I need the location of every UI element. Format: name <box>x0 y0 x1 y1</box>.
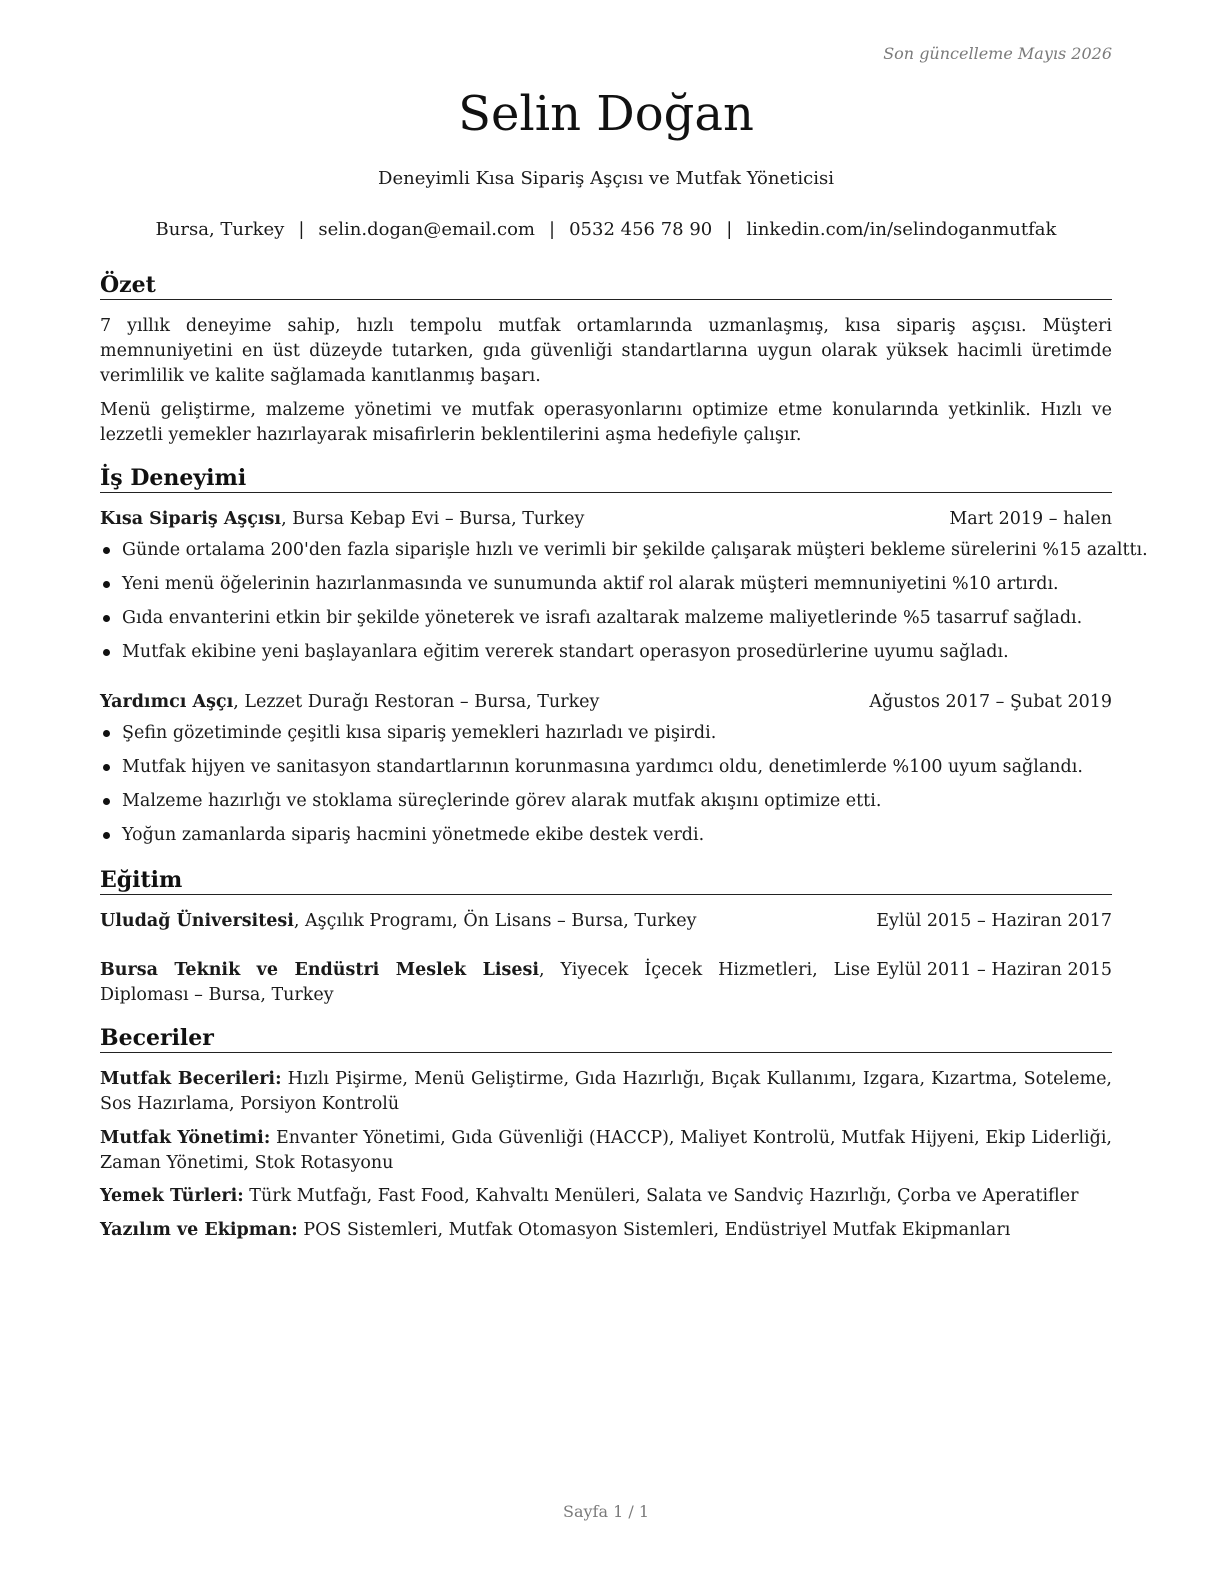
job-header <box>100 690 1112 715</box>
education-date: Eylül 2015 – Haziran 2017 <box>876 911 1112 931</box>
contact-phone: 0532 456 78 90 <box>569 219 713 240</box>
skill-label: Yemek Türleri: <box>100 1186 244 1206</box>
summary-paragraph: Menü geliştirme, malzeme yönetimi ve mutfak operasyonlarını optimize etme konularında yetkinlik. Hızlı ve lezzetli yemekler hazırlayarak misafirlerin beklentilerini aşma hedefiyle çalışır. <box>100 400 1112 445</box>
contact-line <box>100 219 1112 240</box>
skill-line <box>100 1067 1112 1117</box>
skill-value: Envanter Yönetimi, Gıda Güvenliği (HACCP), Maliyet Kontrolü, Mutfak Hijyeni, Ekip Liderliği, Zaman Yönetimi, Stok Rotasyonu <box>100 1128 1112 1173</box>
job-date: Ağustos 2017 – Şubat 2019 <box>869 692 1112 712</box>
list-item: Malzeme hazırlığı ve stoklama süreçlerinde görev alarak mutfak akışını optimize etti. <box>100 789 1118 823</box>
list-item: Yeni menü öğelerinin hazırlanmasında ve sunumunda aktif rol alarak müşteri memnuniyetini %10 artırdı. <box>100 572 1118 606</box>
education-item <box>100 958 1112 1008</box>
summary-heading: Özet <box>100 272 1112 300</box>
job-bullets <box>100 721 1118 857</box>
resume-page <box>100 0 1148 1584</box>
job-place: , Bursa Kebap Evi – Bursa, Turkey <box>281 509 585 529</box>
page-number: Sayfa 1 / 1 <box>562 1502 649 1521</box>
list-item: Şefin gözetiminde çeşitli kısa sipariş yemekleri hazırladı ve pişirdi. <box>100 721 1118 755</box>
skill-label: Mutfak Yönetimi: <box>100 1128 271 1148</box>
list-item: Yoğun zamanlarda sipariş hacmini yönetmede ekibe destek verdi. <box>100 823 1118 857</box>
school-detail: , Yiyecek İçecek Hizmetleri, Lise Diploması – Bursa, Turkey <box>100 960 871 1005</box>
skill-value: Türk Mutfağı, Fast Food, Kahvaltı Menüleri, Salata ve Sandviç Hazırlığı, Çorba ve Aperatifler <box>243 1186 1079 1206</box>
candidate-tagline: Deneyimli Kısa Sipariş Aşçısı ve Mutfak Yöneticisi <box>378 168 834 189</box>
job-role: Yardımcı Aşçı <box>100 692 234 712</box>
skills-heading: Beceriler <box>100 1025 1112 1053</box>
last-updated: Son güncelleme Mayıs 2026 <box>883 44 1112 63</box>
contact-email[interactable]: selin.dogan@email.com <box>318 219 536 240</box>
skill-line <box>100 1184 1112 1209</box>
skill-value: POS Sistemleri, Mutfak Otomasyon Sistemleri, Endüstriyel Mutfak Ekipmanları <box>297 1220 1011 1240</box>
contact-separator: | <box>298 219 305 240</box>
skill-label: Yazılım ve Ekipman: <box>100 1220 298 1240</box>
skill-label: Mutfak Becerileri: <box>100 1069 282 1089</box>
education-date: Eylül 2011 – Haziran 2015 <box>876 960 1112 980</box>
education-item <box>100 909 1112 934</box>
school-name: Bursa Teknik ve Endüstri Meslek Lisesi <box>100 960 540 980</box>
school-detail: , Aşçılık Programı, Ön Lisans – Bursa, Turkey <box>293 911 697 931</box>
list-item: Gıda envanterini etkin bir şekilde yöneterek ve israfı azaltarak malzeme maliyetlerinde %5 tasarruf sağladı. <box>100 606 1118 640</box>
education-heading: Eğitim <box>100 867 1112 895</box>
skill-line <box>100 1218 1112 1243</box>
skill-line <box>100 1126 1112 1176</box>
candidate-name: Selin Doğan <box>458 86 754 142</box>
job-header <box>100 507 1112 532</box>
skill-value: Hızlı Pişirme, Menü Geliştirme, Gıda Hazırlığı, Bıçak Kullanımı, Izgara, Kızartma, Soteleme, Sos Hazırlama, Porsiyon Kontrolü <box>100 1069 1112 1114</box>
list-item: Mutfak hijyen ve sanitasyon standartlarının korunmasına yardımcı oldu, denetimlerde %100 uyum sağlandı. <box>100 755 1118 789</box>
summary-paragraph: 7 yıllık deneyime sahip, hızlı tempolu mutfak ortamlarında uzmanlaşmış, kısa sipariş aşçısı. Müşteri memnuniyetini en üst düzeyde tutarken, gıda güvenliği standartlarına uygun olarak yüksek hacimli üretimde verimlilik ve kalite sağlamada kanıtlanmış başarı. <box>100 316 1112 386</box>
contact-separator: | <box>726 219 733 240</box>
contact-linkedin[interactable]: linkedin.com/in/selindoganmutfak <box>746 219 1057 240</box>
contact-separator: | <box>549 219 556 240</box>
job-date: Mart 2019 – halen <box>949 509 1112 529</box>
school-name: Uludağ Üniversitesi <box>100 911 294 931</box>
contact-location: Bursa, Turkey <box>155 219 285 240</box>
experience-heading: İş Deneyimi <box>100 465 1112 493</box>
list-item: Mutfak ekibine yeni başlayanlara eğitim vererek standart operasyon prosedürlerine uyumu sağladı. <box>100 640 1118 674</box>
list-item: Günde ortalama 200'den fazla siparişle hızlı ve verimli bir şekilde çalışarak müşteri bekleme sürelerini %15 azalttı. <box>100 538 1118 572</box>
job-bullets <box>100 538 1148 674</box>
job-role: Kısa Sipariş Aşçısı <box>100 509 282 529</box>
job-place: , Lezzet Durağı Restoran – Bursa, Turkey <box>233 692 600 712</box>
